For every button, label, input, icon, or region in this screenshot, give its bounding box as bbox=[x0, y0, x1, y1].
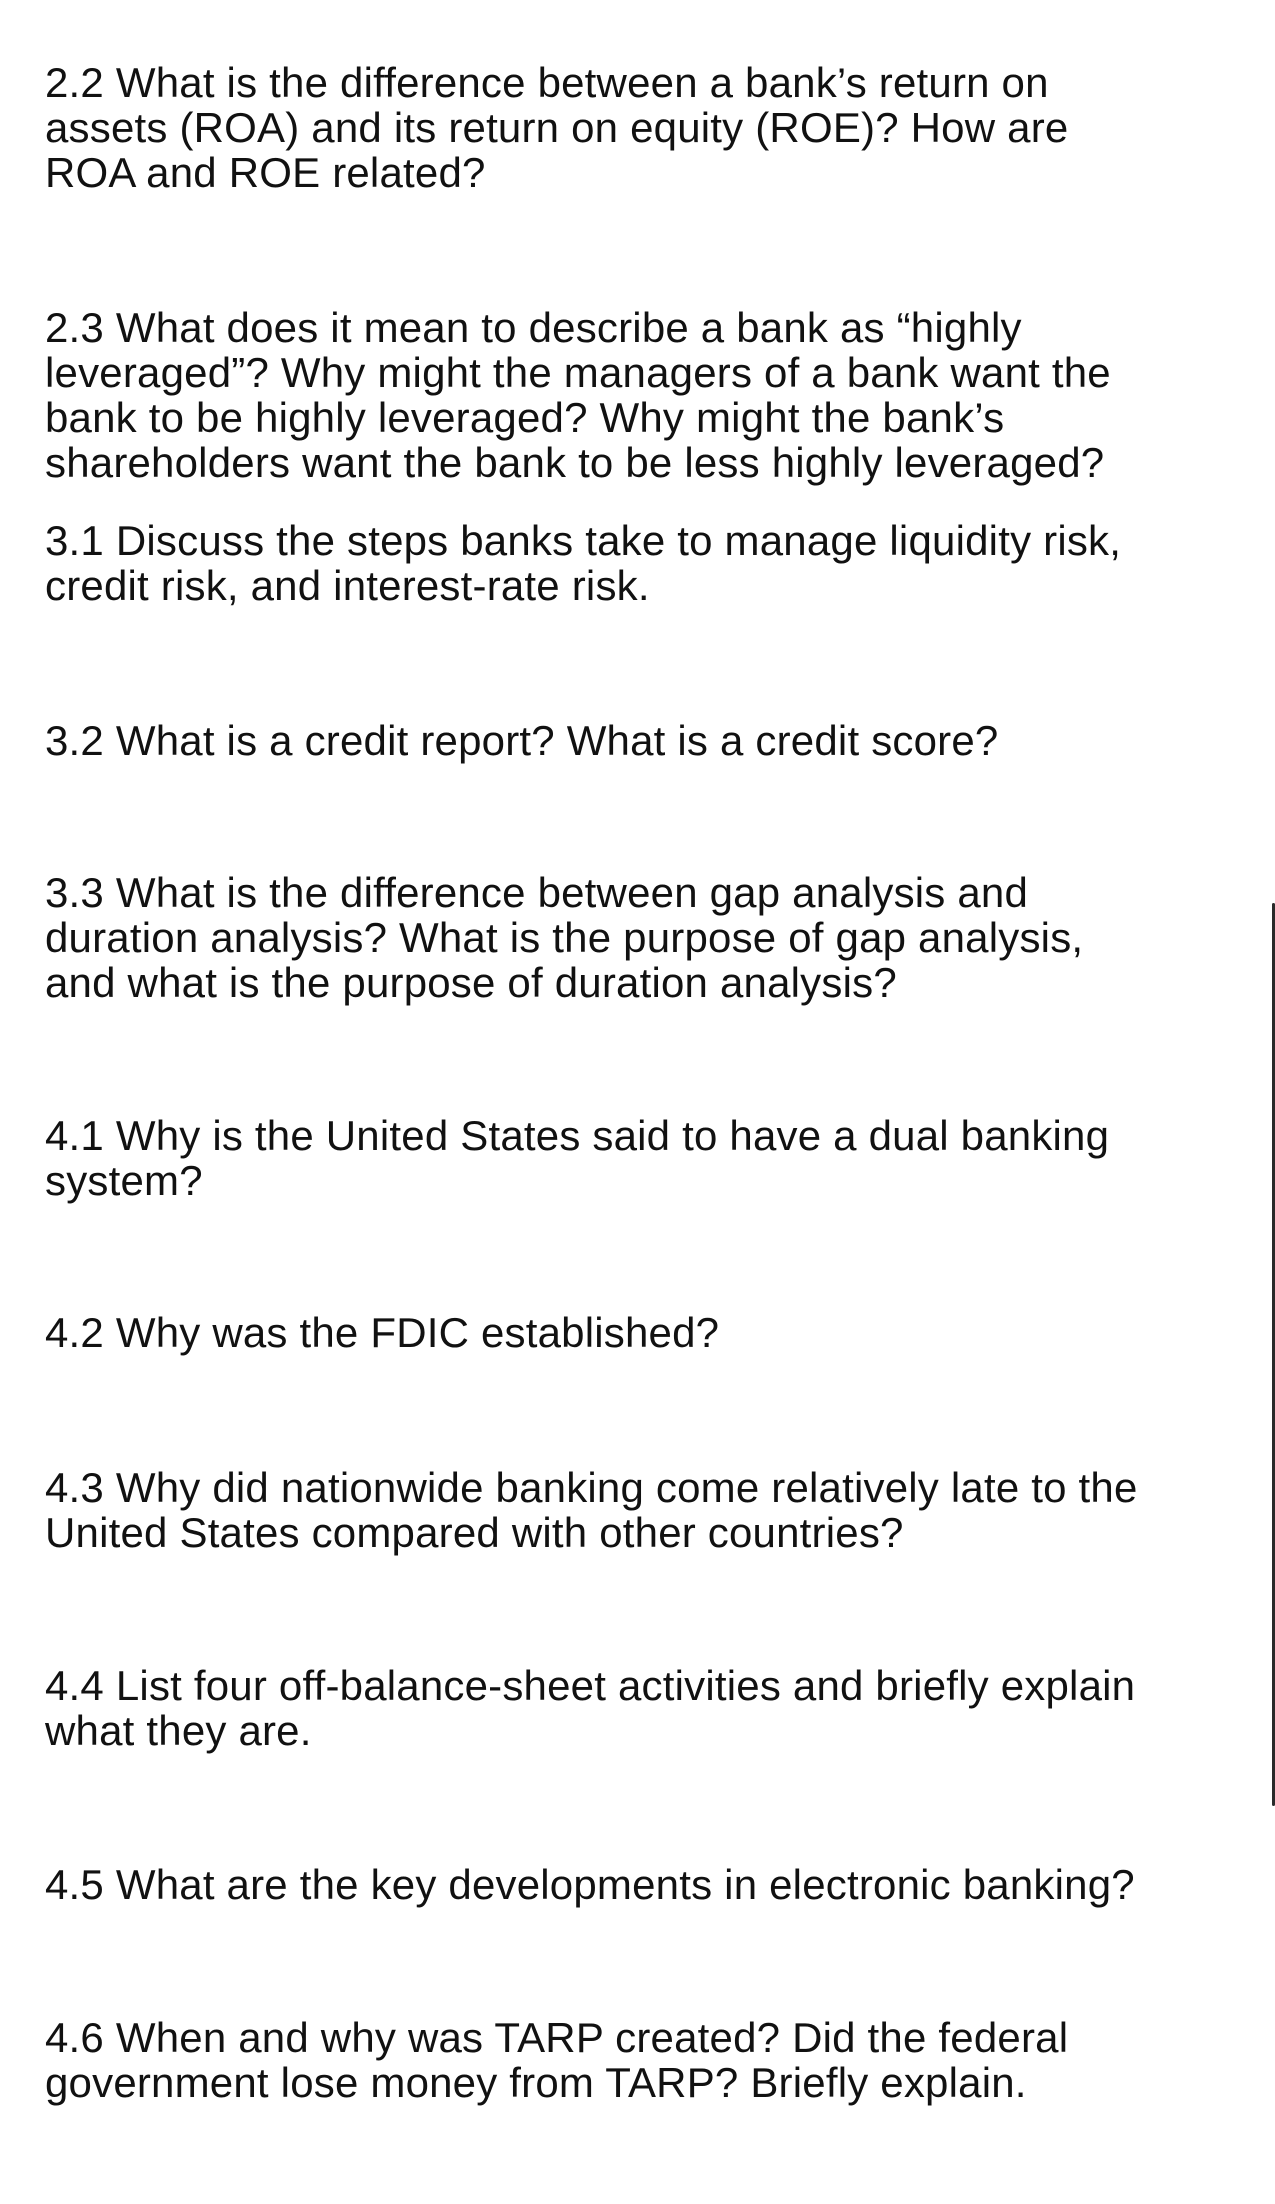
question-line: 3.3 What is the difference between gap analysis and bbox=[45, 869, 1029, 916]
question-line: and what is the purpose of duration analysis? bbox=[45, 959, 897, 1006]
question-line: 4.5 What are the key developments in electronic banking? bbox=[45, 1861, 1135, 1908]
question-3-3 bbox=[45, 870, 1235, 1005]
question-4-1 bbox=[45, 1113, 1235, 1203]
question-line: 4.1 Why is the United States said to have a dual banking bbox=[45, 1112, 1110, 1159]
question-4-5 bbox=[45, 1862, 1235, 1907]
question-line: 4.6 When and why was TARP created? Did the federal bbox=[45, 2014, 1069, 2061]
question-2-2 bbox=[45, 60, 1235, 195]
question-4-3 bbox=[45, 1465, 1235, 1555]
question-line: credit risk, and interest-rate risk. bbox=[45, 562, 650, 609]
question-4-2 bbox=[45, 1310, 1235, 1355]
question-line: 4.4 List four off-balance-sheet activities and briefly explain bbox=[45, 1662, 1136, 1709]
question-line: shareholders want the bank to be less highly leveraged? bbox=[45, 439, 1105, 486]
question-line: 4.3 Why did nationwide banking come relatively late to the bbox=[45, 1464, 1138, 1511]
question-2-3 bbox=[45, 305, 1235, 485]
question-4-6 bbox=[45, 2015, 1235, 2105]
question-line: duration analysis? What is the purpose of gap analysis, bbox=[45, 914, 1084, 961]
question-line: 3.1 Discuss the steps banks take to manage liquidity risk, bbox=[45, 517, 1122, 564]
question-line: 2.2 What is the difference between a bank’s return on bbox=[45, 59, 1049, 106]
question-line: 4.2 Why was the FDIC established? bbox=[45, 1309, 720, 1356]
question-3-1 bbox=[45, 518, 1235, 608]
question-line: 2.3 What does it mean to describe a bank as “highly bbox=[45, 304, 1022, 351]
question-4-4 bbox=[45, 1663, 1235, 1753]
question-line: leveraged”? Why might the managers of a bank want the bbox=[45, 349, 1111, 396]
question-3-2 bbox=[45, 718, 1235, 763]
question-line: United States compared with other countries? bbox=[45, 1509, 904, 1556]
question-line: assets (ROA) and its return on equity (ROE)? How are bbox=[45, 104, 1069, 151]
question-line: 3.2 What is a credit report? What is a credit score? bbox=[45, 717, 999, 764]
question-line: system? bbox=[45, 1157, 203, 1204]
question-line: ROA and ROE related? bbox=[45, 149, 486, 196]
question-line: what they are. bbox=[45, 1707, 312, 1754]
question-line: government lose money from TARP? Briefly explain. bbox=[45, 2059, 1027, 2106]
question-line: bank to be highly leveraged? Why might the bank’s bbox=[45, 394, 1005, 441]
